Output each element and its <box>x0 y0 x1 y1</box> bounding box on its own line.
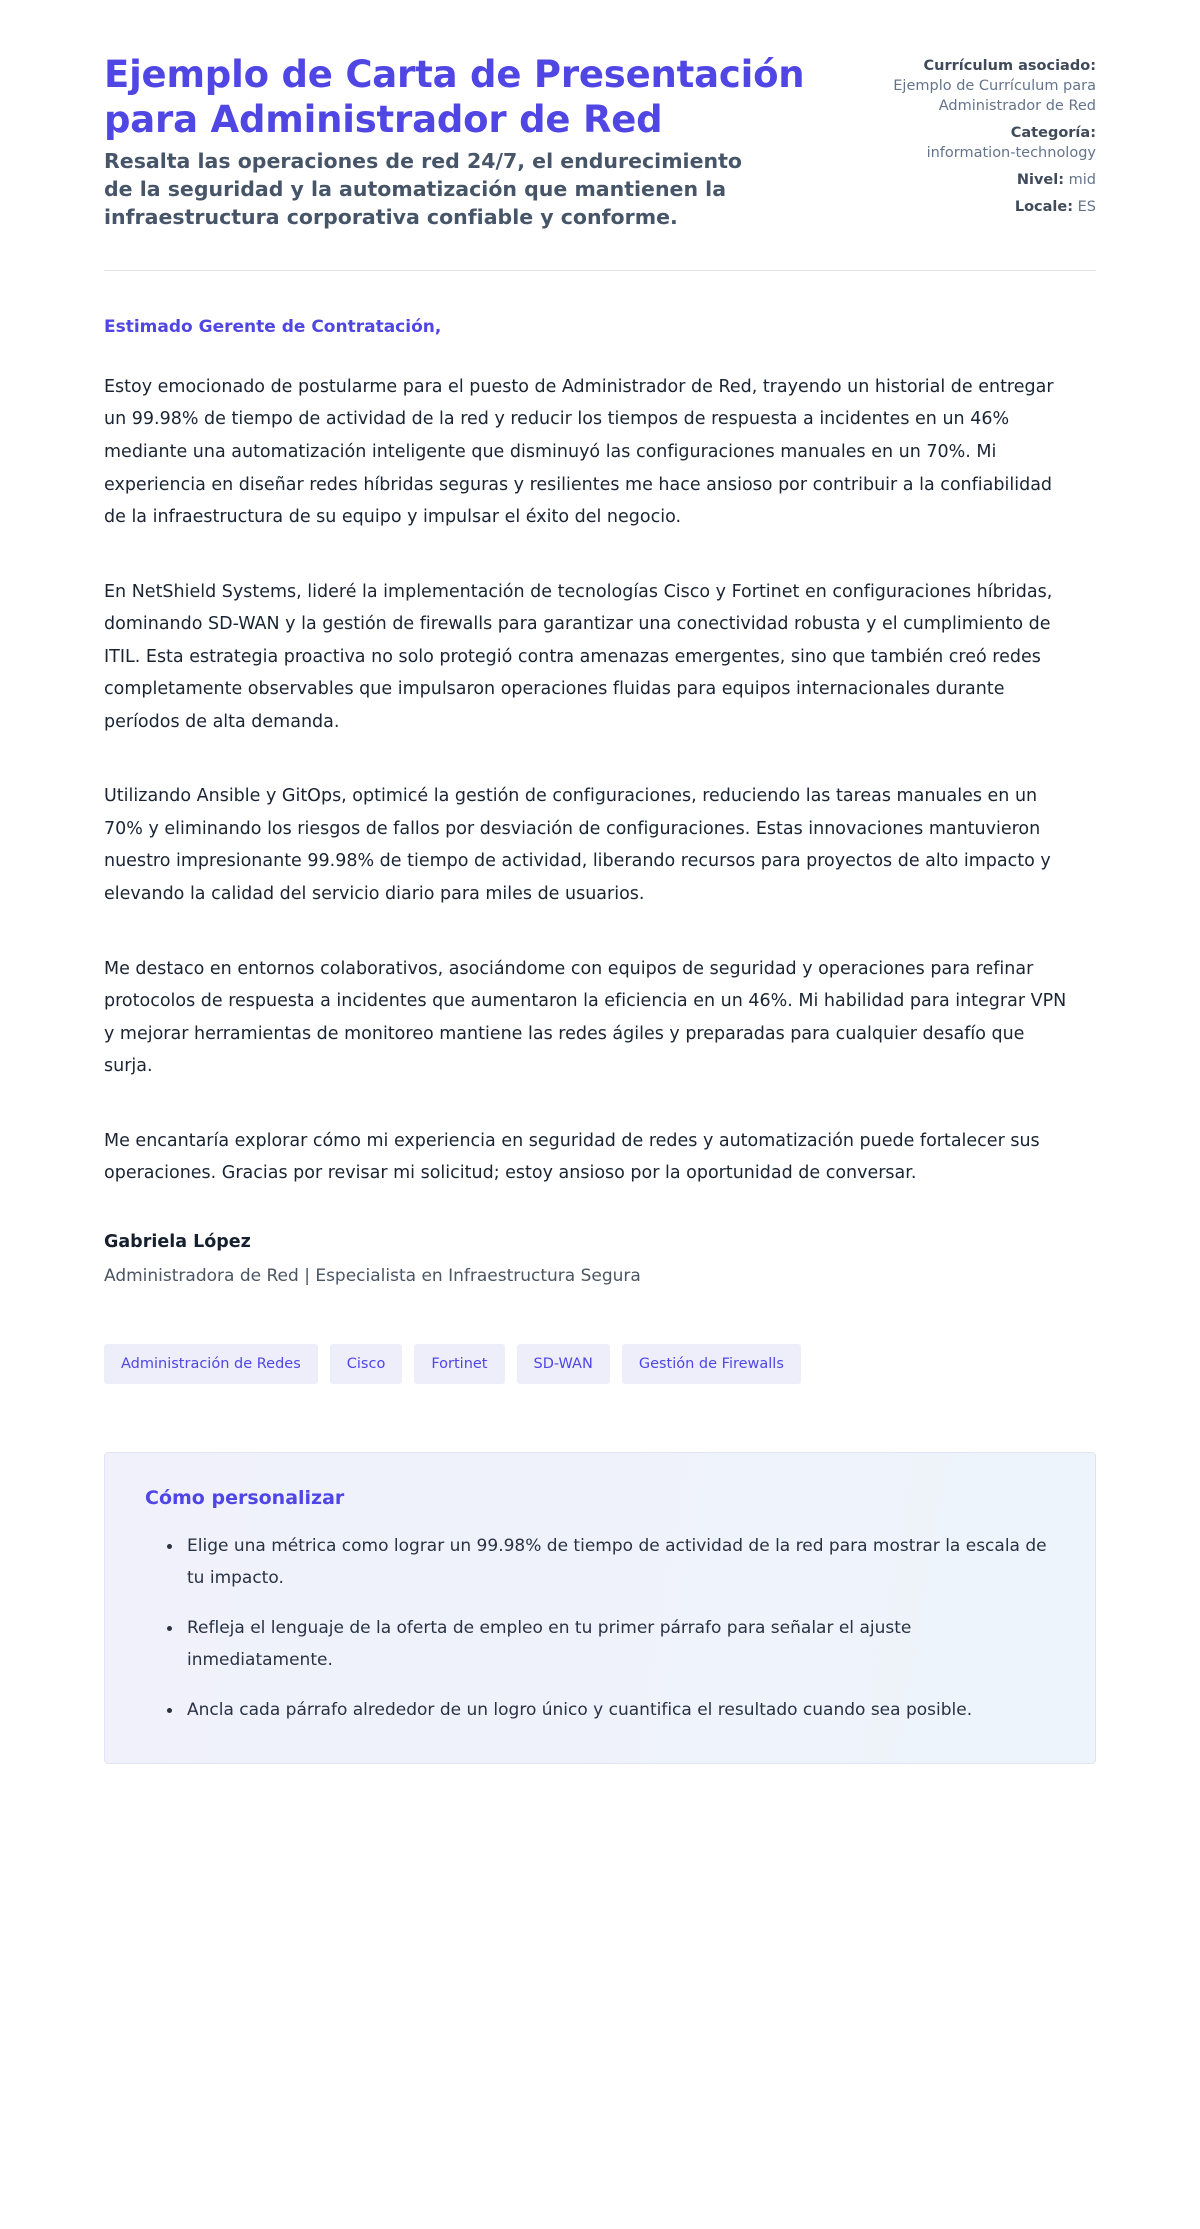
meta-associated-resume <box>891 56 1096 116</box>
meta-category-label: Categoría: <box>1010 125 1096 141</box>
callout-title: Cómo personalizar <box>145 1487 345 1510</box>
meta-locale-label: Locale: <box>1014 199 1074 215</box>
skill-tag[interactable]: SD-WAN <box>517 1344 610 1385</box>
signature-role: Administradora de Red | Especialista en Infraestructura Segura <box>104 1265 641 1286</box>
meta-locale-value: ES <box>1077 199 1096 215</box>
skill-tag[interactable]: Gestión de Firewalls <box>622 1344 801 1385</box>
meta-level-value: mid <box>1068 172 1096 188</box>
meta-associated-resume-label: Currículum asociado: <box>923 58 1096 74</box>
letter-paragraph: En NetShield Systems, lideré la implementación de tecnologías Cisco y Fortinet en configuraciones híbridas, dominando SD-WAN y la gestión de firewalls para garantizar una conectividad robusta y el cumplimiento de ITIL. Esta estrategia proactiva no solo protegió contra amenazas emergentes, sino que también creó redes completamente observables que impulsaron operaciones fluidas para equipos internacionales durante períodos de alta demanda. <box>104 581 1053 732</box>
skill-tag[interactable]: Fortinet <box>414 1344 504 1385</box>
letter-paragraphs <box>104 371 1096 1190</box>
signature-name: Gabriela López <box>104 1231 251 1252</box>
callout-tip-item: Refleja el lenguaje de la oferta de empleo en tu primer párrafo para señalar el ajuste inmediatamente. <box>167 1613 1055 1677</box>
meta-locale <box>891 197 1096 217</box>
cover-letter-body <box>104 271 1096 1286</box>
skill-tag[interactable]: Administración de Redes <box>104 1344 318 1385</box>
letter-paragraph: Me encantaría explorar cómo mi experiencia en seguridad de redes y automatización puede fortalecer sus operaciones. Gracias por revisar mi solicitud; estoy ansioso por la oportunidad de conversar. <box>104 1130 1040 1184</box>
skill-tag-list <box>104 1344 1096 1385</box>
meta-category-value: information-technology <box>926 145 1096 161</box>
skill-tag[interactable]: Cisco <box>330 1344 403 1385</box>
callout-tip-item: Ancla cada párrafo alrededor de un logro único y cuantifica el resultado cuando sea posible. <box>167 1695 1055 1727</box>
page-title: Ejemplo de Carta de Presentación para Administrador de Red <box>104 53 805 142</box>
meta-level <box>891 170 1096 190</box>
meta-category <box>891 123 1096 163</box>
letter-paragraph: Estoy emocionado de postularme para el puesto de Administrador de Red, trayendo un historial de entregar un 99.98% de tiempo de actividad de la red y reducir los tiempos de respuesta a incidentes en un 46% mediante una automatización inteligente que disminuyó las configuraciones manuales en un 70%. Mi experiencia en diseñar redes híbridas seguras y resilientes me hace ansioso por contribuir a la confiabilidad de la infraestructura de su equipo y impulsar el éxito del negocio. <box>104 376 1054 528</box>
header-title-group <box>104 52 849 232</box>
callout-tip-item: Elige una métrica como lograr un 99.98% de tiempo de actividad de la red para mostrar la escala de tu impacto. <box>167 1531 1055 1595</box>
meta-level-label: Nivel: <box>1016 172 1065 188</box>
meta-associated-resume-value: Ejemplo de Currículum para Administrador de Red <box>893 78 1096 114</box>
letter-paragraph: Utilizando Ansible y GitOps, optimicé la gestión de configuraciones, reduciendo las tareas manuales en un 70% y eliminando los riesgos de fallos por desviación de configuraciones. Estas innovaciones mantuvieron nuestro impresionante 99.98% de tiempo de actividad, liberando recursos para proyectos de alto impacto y elevando la calidad del servicio diario para miles de usuarios. <box>104 786 1051 904</box>
signature-block <box>104 1232 1096 1286</box>
letter-paragraph: Me destaco en entornos colaborativos, asociándome con equipos de seguridad y operaciones para refinar protocolos de respuesta a incidentes que aumentaron la eficiencia en un 46%. Mi habilidad para integrar VPN y mejorar herramientas de monitoreo mantiene las redes ágiles y preparadas para cualquier desafío que surja. <box>104 958 1067 1077</box>
callout-tip-list <box>145 1531 1055 1727</box>
letter-salutation: Estimado Gerente de Contratación, <box>104 316 442 337</box>
metadata-panel <box>891 52 1096 217</box>
customization-callout <box>104 1452 1096 1764</box>
page-subtitle: Resalta las operaciones de red 24/7, el endurecimiento de la seguridad y la automatización que mantienen la infraestructura corporativa confiable y conforme. <box>104 149 742 229</box>
document-header <box>104 0 1096 232</box>
